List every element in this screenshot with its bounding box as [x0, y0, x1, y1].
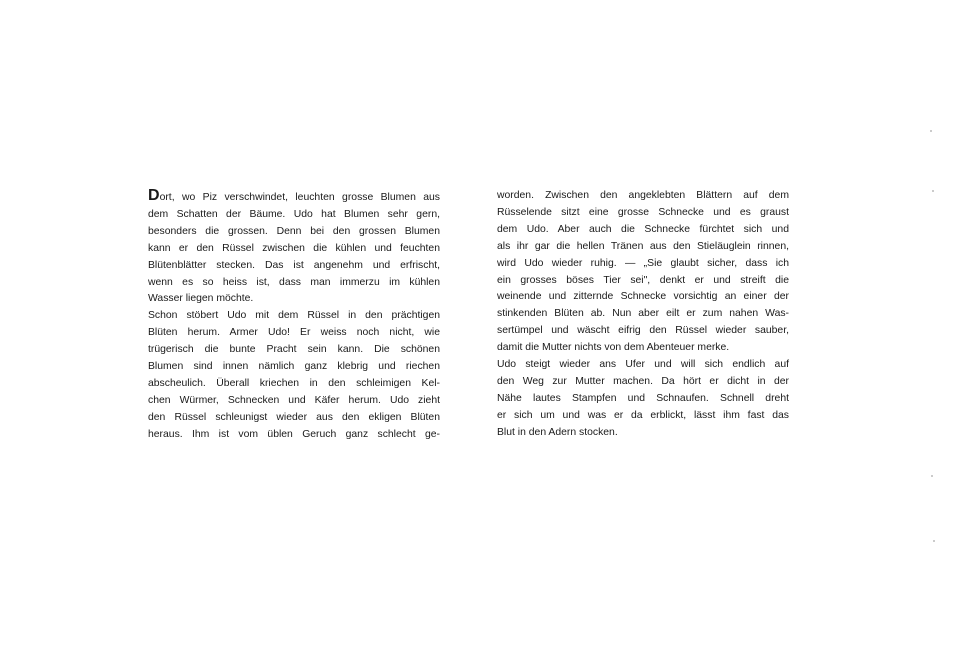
text-line: kann er den Rüssel zwischen die kühlen und feuchten [148, 242, 440, 254]
text-line: Blumen sind innen nämlich ganz klebrig und riechen [148, 361, 440, 373]
text-line: besonders die grossen. Denn bei den grossen Blumen [148, 225, 440, 237]
text-line: Dort, wo Piz verschwindet, leuchten grosse Blumen aus [148, 187, 440, 204]
text-line: er sich um und was er da erblickt, lässt ihm fast das [497, 409, 789, 421]
drop-cap: D [148, 187, 160, 204]
paper-speck [933, 540, 935, 542]
text-line: den Rüssel schleunigst wieder aus den ekligen Blüten [148, 411, 440, 423]
text-line: trügerisch die bunte Pracht sein kann. Die schönen [148, 344, 440, 356]
text-line: Rüsselende sitzt eine grosse Schnecke und es graust [497, 206, 789, 218]
text-line: Blut in den Adern stocken. [497, 426, 618, 438]
text-line: abscheulich. Überall kriechen in den schleimigen Kel- [148, 377, 440, 389]
text-line: dem Udo. Aber auch die Schnecke fürchtet sich und [497, 223, 789, 235]
text-line: sertümpel und wäscht eifrig den Rüssel wieder sauber, [497, 325, 789, 337]
text-line: Nähe lautes Stampfen und Schnaufen. Schnell dreht [497, 392, 789, 404]
text-line: stinkenden Blüten ab. Nun aber eilt er zum nahen Was- [497, 308, 789, 320]
left-text-column [148, 188, 440, 444]
text-line: damit die Mutter nichts von dem Abenteuer merke. [497, 342, 730, 354]
right-text-column [497, 188, 789, 442]
text-line: als ihr gar die hellen Tränen aus den Stieläuglein rinnen, [497, 240, 789, 252]
text-line: ein grosses böses Tier sei", denkt er und streift die [497, 274, 789, 286]
text-line: wird Udo wieder ruhig. — „Sie glaubt sicher, dass ich [497, 257, 789, 269]
paper-speck [930, 130, 932, 132]
paper-speck [932, 190, 934, 192]
text-line: den Weg zur Mutter machen. Da hört er dicht in der [497, 375, 789, 387]
text-line: heraus. Ihm ist vom üblen Geruch ganz schlecht ge- [148, 428, 440, 440]
text-line: weinende und zitternde Schnecke vorsichtig an einer der [497, 291, 789, 303]
text-line: Blütenblätter stecken. Das ist angenehm und erfrischt, [148, 259, 440, 271]
text-line: Blüten herum. Armer Udo! Er weiss noch nicht, wie [148, 327, 440, 339]
text-line: wenn es so heiss ist, dass man immerzu im kühlen [148, 276, 440, 288]
text-line: dem Schatten der Bäume. Udo hat Blumen sehr gern, [148, 208, 440, 220]
text-line: Schon stöbert Udo mit dem Rüssel in den prächtigen [148, 310, 440, 322]
text-line: Udo steigt wieder ans Ufer und will sich endlich auf [497, 359, 789, 371]
text-line: Wasser liegen möchte. [148, 293, 254, 305]
text-line: worden. Zwischen den angeklebten Blättern auf dem [497, 190, 789, 201]
text-line: chen Würmer, Schnecken und Käfer herum. Udo zieht [148, 394, 440, 406]
paper-speck [931, 475, 933, 477]
